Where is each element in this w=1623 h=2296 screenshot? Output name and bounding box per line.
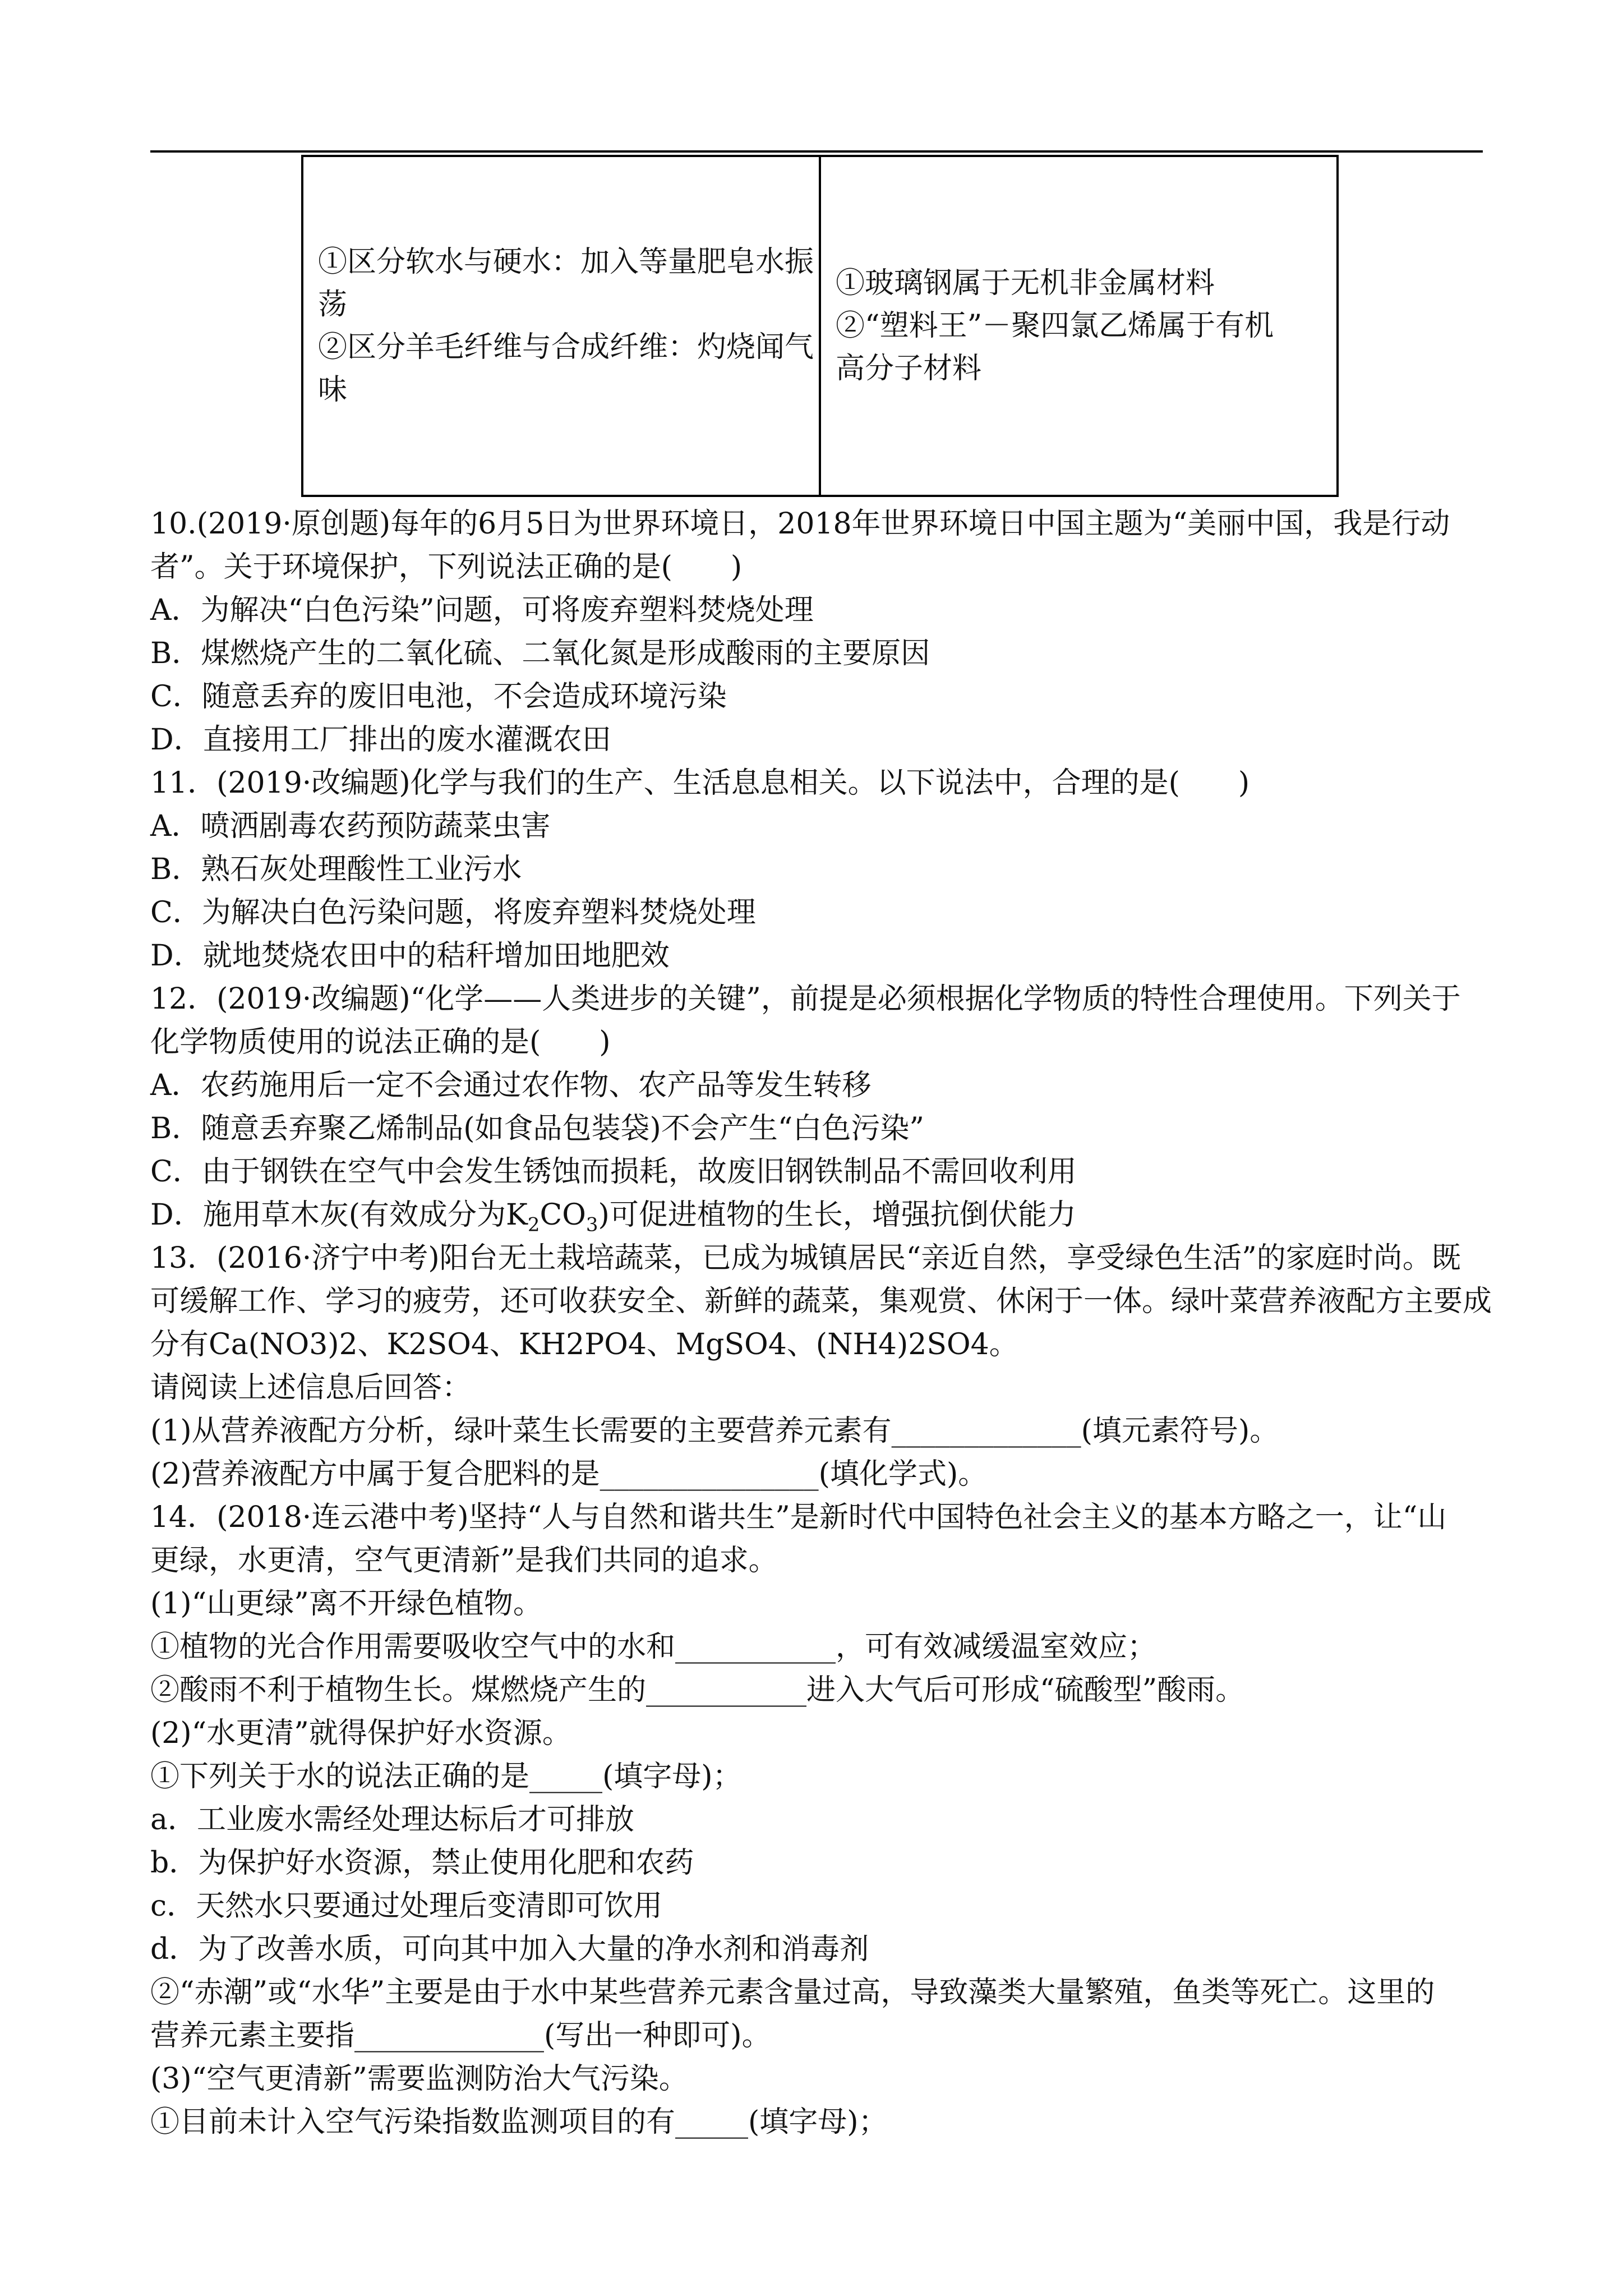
q13-part-1: (1)从营养液配方分析，绿叶菜生长需要的主要营养元素有_____________(填元素符号)。 [150, 1414, 1279, 1448]
q11-option-c: C．为解决白色污染问题，将废弃塑料焚烧处理 [150, 896, 756, 930]
table-cell-left [303, 157, 821, 495]
text: )可促进植物的生长，增强抗倒伏能力 [598, 1198, 1076, 1232]
q10-option-d: D．直接用工厂排出的废水灌溉农田 [150, 723, 611, 757]
subscript: 2 [527, 1213, 540, 1236]
q13-formula-line: 分有Ca(NO3)2、K2SO4、KH2PO4、MgSO4、(NH4)2SO4。 [150, 1328, 1018, 1361]
q14-choice-a: a．工业废水需经处理达标后才可排放 [150, 1803, 635, 1837]
q13-part-2: (2)营养液配方中属于复合肥料的是_______________(填化学式)。 [150, 1457, 988, 1491]
q14-sub-3: (3)“空气更清新”需要监测防治大气污染。 [150, 2062, 688, 2096]
q11-option-b: B．熟石灰处理酸性工业污水 [150, 853, 522, 886]
q14-sub-3a: ①目前未计入空气污染指数监测项目的有_____(填字母)； [150, 2105, 888, 2139]
cell-text: ②区分羊毛纤维与合成纤维：灼烧闻气 [318, 330, 814, 364]
q10-option-b: B．煤燃烧产生的二氧化硫、二氧化氮是形成酸雨的主要原因 [150, 637, 930, 670]
q14-sub-2a: ①下列关于水的说法正确的是_____(填字母)； [150, 1760, 742, 1793]
q12-option-c: C．由于钢铁在空气中会发生锈蚀而损耗，故废旧钢铁制品不需回收利用 [150, 1155, 1077, 1189]
q14-choice-c: c．天然水只要通过处理后变清即可饮用 [150, 1889, 663, 1923]
q14-stem-cont: 更绿，水更清，空气更清新”是我们共同的追求。 [150, 1544, 778, 1577]
cell-text: ①玻璃钢属于无机非金属材料 [836, 266, 1215, 300]
q14-sub-1b: ②酸雨不利于植物生长。煤燃烧产生的___________进入大气后可形成“硫酸型”酸雨。 [150, 1673, 1245, 1707]
q14-choice-d: d．为了改善水质，可向其中加入大量的净水剂和消毒剂 [150, 1932, 869, 1966]
q14-sub-1a: ①植物的光合作用需要吸收空气中的水和___________，可有效减缓温室效应； [150, 1630, 1157, 1664]
q10-option-a: A．为解决“白色污染”问题，可将废弃塑料焚烧处理 [150, 593, 814, 627]
subscript: 3 [585, 1213, 598, 1236]
q10-stem-cont: 者”。关于环境保护，下列说法正确的是( ) [150, 550, 743, 584]
cell-text: 高分子材料 [836, 352, 982, 385]
q11-option-d: D．就地焚烧农田中的秸秆增加田地肥效 [150, 939, 670, 973]
text: CO [540, 1198, 586, 1232]
text: D．施用草木灰(有效成分为K [150, 1198, 528, 1232]
q12-option-d [150, 1197, 1076, 1236]
q10-stem: 10.(2019·原创题)每年的6月5日为世界环境日，2018年世界环境日中国主题为“美丽中国，我是行动 [150, 507, 1450, 541]
q11-stem: 11．(2019·改编题)化学与我们的生产、生活息息相关。以下说法中，合理的是( ) [150, 766, 1250, 800]
q12-stem: 12．(2019·改编题)“化学——人类进步的关键”，前提是必须根据化学物质的特性合理使用。下列关于 [150, 982, 1461, 1016]
q14-sub-2b-cont: 营养元素主要指_____________(写出一种即可)。 [150, 2019, 771, 2053]
q11-option-a: A．喷洒剧毒农药预防蔬菜虫害 [150, 809, 551, 843]
cell-text: 荡 [318, 288, 348, 321]
cell-text: ②“塑料王”－聚四氯乙烯属于有机 [836, 309, 1274, 343]
cell-text: 味 [318, 373, 348, 407]
header-rule [150, 150, 1483, 153]
q10-option-c: C．随意丢弃的废旧电池，不会造成环境污染 [150, 680, 727, 714]
q14-sub-2b: ②“赤潮”或“水华”主要是由于水中某些营养元素含量过高，导致藻类大量繁殖，鱼类等死亡。这里的 [150, 1976, 1435, 2009]
q12-option-b: B．随意丢弃聚乙烯制品(如食品包装袋)不会产生“白色污染” [150, 1112, 924, 1145]
q12-option-a: A．农药施用后一定不会通过农作物、农产品等发生转移 [150, 1069, 872, 1102]
q12-stem-cont: 化学物质使用的说法正确的是( ) [150, 1025, 611, 1059]
q14-stem: 14．(2018·连云港中考)坚持“人与自然和谐共生”是新时代中国特色社会主义的基本方略之一，让“山 [150, 1501, 1447, 1534]
options-table [301, 155, 1339, 497]
table-cell-right [821, 157, 1336, 495]
cell-text: ①区分软水与硬水：加入等量肥皂水振 [318, 245, 814, 279]
q14-sub-1: (1)“山更绿”离不开绿色植物。 [150, 1587, 542, 1621]
q13-stem-cont: 可缓解工作、学习的疲劳，还可收获安全、新鲜的蔬菜，集观赏、休闲于一体。绿叶菜营养液配方主要成 [150, 1285, 1492, 1318]
q14-choice-b: b．为保护好水资源，禁止使用化肥和农药 [150, 1846, 694, 1880]
q13-stem: 13．(2016·济宁中考)阳台无土栽培蔬菜，已成为城镇居民“亲近自然，享受绿色生活”的家庭时尚。既 [150, 1241, 1461, 1275]
q13-intro: 请阅读上述信息后回答： [150, 1371, 472, 1405]
q14-sub-2: (2)“水更清”就得保护好水资源。 [150, 1717, 571, 1750]
